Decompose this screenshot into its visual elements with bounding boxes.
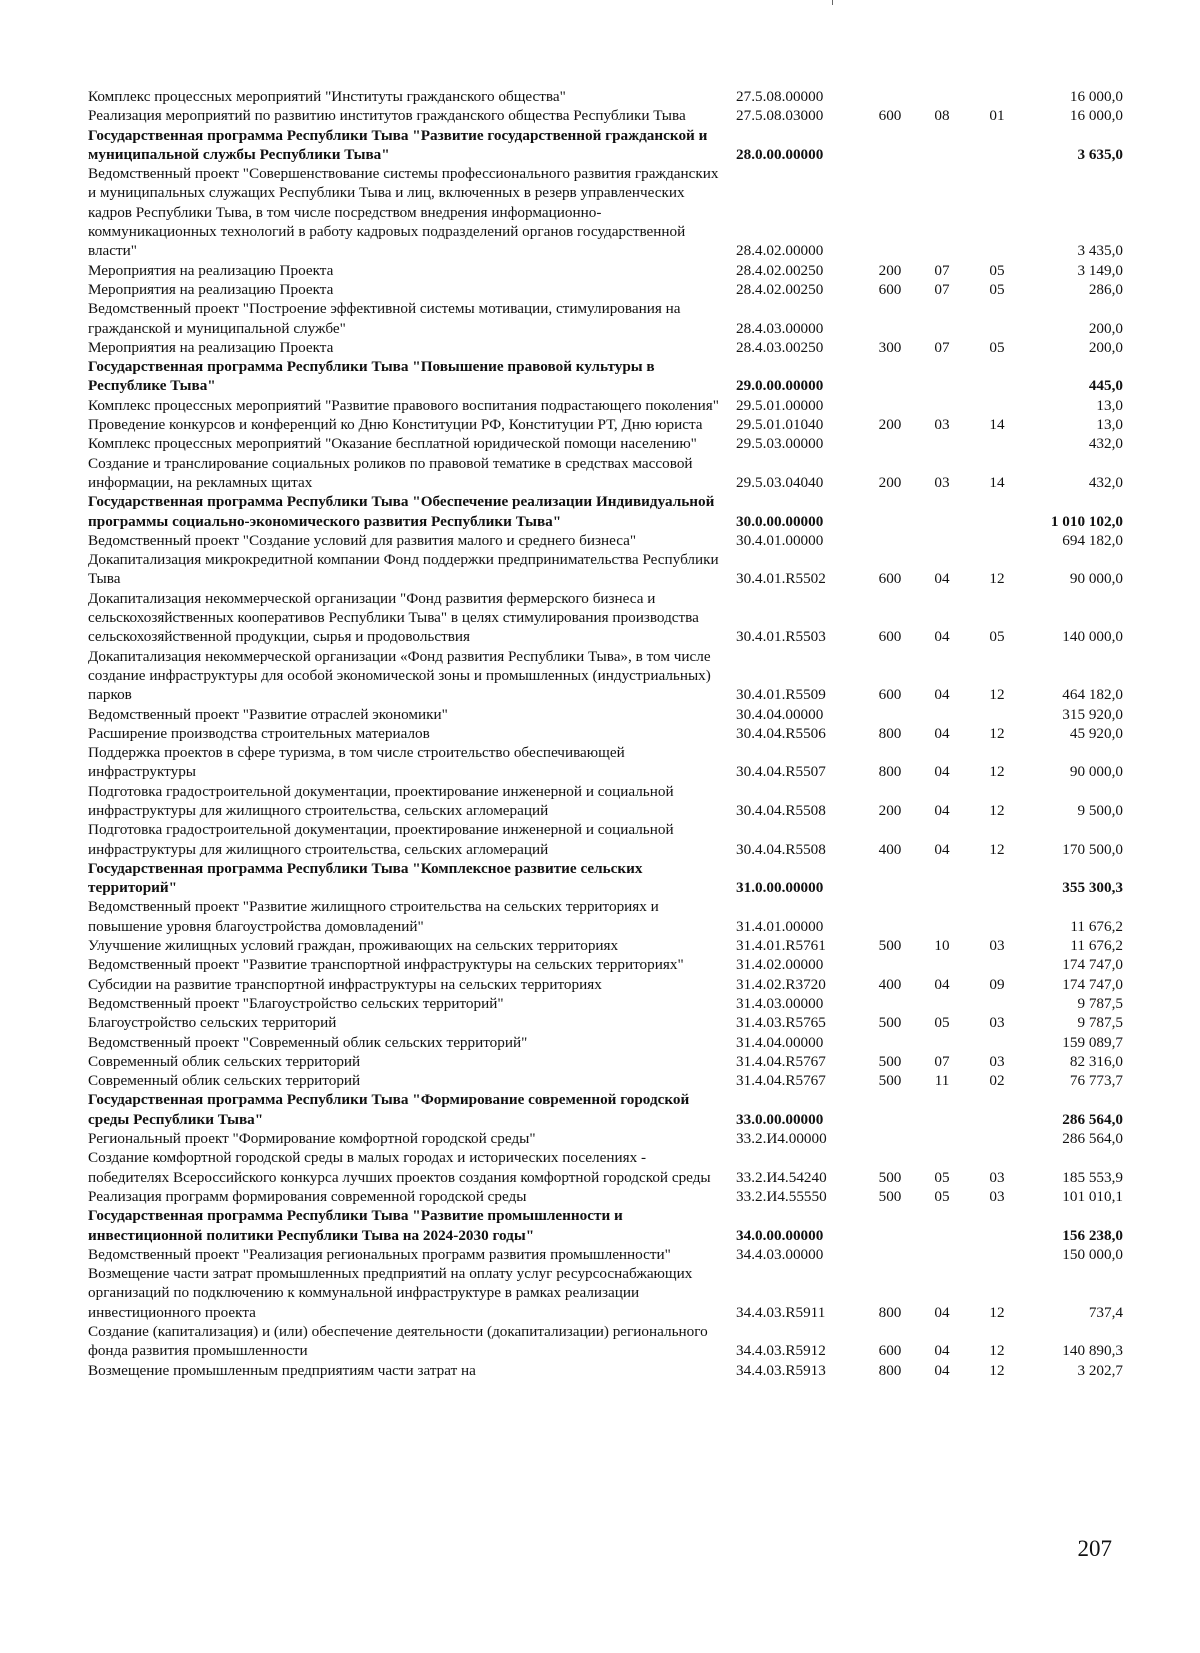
row-name: Государственная программа Республики Тыва "Развитие государственной гражданской и муниципальной службы Республики Тыва"	[88, 126, 708, 163]
row-name: Создание и транслирование социальных роликов по правовой тематике в средствах массовой информации, на рекламных щитах	[88, 454, 693, 491]
row-amount: 445,0	[1088, 377, 1123, 395]
row-code: 30.4.01.00000	[736, 531, 824, 549]
row-section	[916, 705, 968, 724]
row-expense-type: 200	[878, 473, 902, 491]
row-subsection: 12	[989, 1361, 1005, 1379]
row-section: 04	[934, 763, 950, 781]
row-section: 05	[934, 1168, 950, 1186]
row-section	[916, 126, 968, 165]
row-amount: 11 676,2	[1070, 917, 1123, 935]
table-row	[88, 164, 1123, 260]
table-row	[88, 434, 1123, 453]
row-amount: 174 747,0	[1062, 975, 1123, 993]
row-expense-type	[864, 492, 916, 531]
row-name: Мероприятия на реализацию Проекта	[88, 338, 334, 356]
row-code: 31.0.00.00000	[736, 879, 824, 897]
row-amount: 200,0	[1088, 338, 1123, 356]
row-name: Благоустройство сельских территорий	[88, 1014, 337, 1032]
row-name: Возмещение промышленным предприятиям части затрат на	[88, 1361, 476, 1379]
row-expense-type: 800	[878, 1303, 902, 1321]
row-section: 04	[934, 570, 950, 588]
row-code: 34.4.03.R5911	[736, 1303, 826, 1321]
row-name: Поддержка проектов в сфере туризма, в том числе строительство обеспечивающей инфраструктуры	[88, 744, 625, 781]
row-section	[916, 1033, 968, 1052]
row-code: 28.4.02.00250	[736, 280, 824, 298]
row-amount: 90 000,0	[1069, 763, 1123, 781]
row-name: Современный облик сельских территорий	[88, 1072, 361, 1090]
row-section	[916, 434, 968, 453]
row-code: 28.4.03.00000	[736, 319, 824, 337]
row-name: Подготовка градостроительной документации, проектирование инженерной и социальной инфраструктуры для жилищного строительства, сельских агломераций	[88, 782, 674, 819]
row-code: 31.4.03.00000	[736, 994, 824, 1012]
row-code: 31.4.04.R5767	[736, 1052, 826, 1070]
table-row	[88, 782, 1123, 821]
row-expense-type: 300	[878, 338, 902, 356]
row-code: 31.4.01.R5761	[736, 937, 826, 955]
row-name: Докапитализация некоммерческой организации «Фонд развития Республики Тыва», в том числе создание инфраструктуры для особой экономической зоны и промышленных (индустриальных) парков	[88, 647, 711, 704]
row-section: 11	[934, 1072, 950, 1090]
row-code: 27.5.08.03000	[736, 107, 824, 125]
row-amount: 286,0	[1088, 280, 1123, 298]
row-name: Субсидии на развитие транспортной инфраструктуры на сельских территориях	[88, 975, 602, 993]
row-code: 29.5.03.04040	[736, 473, 824, 491]
row-section: 08	[934, 107, 950, 125]
row-name: Подготовка градостроительной документации, проектирование инженерной и социальной инфраструктуры для жилищного строительства, сельских агломераций	[88, 821, 674, 858]
row-expense-type	[864, 1245, 916, 1264]
table-row	[88, 1206, 1123, 1245]
table-row	[88, 1245, 1123, 1264]
table-row	[88, 87, 1123, 106]
row-name: Ведомственный проект "Развитие транспортной инфраструктуры на сельских территориях"	[88, 956, 684, 974]
row-code: 28.0.00.00000	[736, 145, 824, 163]
row-subsection	[968, 994, 1026, 1013]
row-expense-type	[864, 994, 916, 1013]
row-expense-type: 800	[878, 1361, 902, 1379]
row-expense-type	[864, 897, 916, 936]
row-amount: 737,4	[1088, 1303, 1123, 1321]
table-row	[88, 415, 1123, 434]
table-row	[88, 820, 1123, 859]
row-name: Создание комфортной городской среды в малых городах и исторических поселениях - победителях Всероссийского конкурса лучших проектов создания комфортной городской среды	[88, 1149, 711, 1186]
row-amount: 286 564,0	[1062, 1130, 1123, 1148]
row-code: 30.4.04.R5508	[736, 840, 826, 858]
row-subsection	[968, 126, 1026, 165]
row-subsection	[968, 1245, 1026, 1264]
row-subsection	[968, 87, 1026, 106]
row-section: 10	[934, 937, 950, 955]
row-name: Докапитализация некоммерческой организации "Фонд развития фермерского бизнеса и сельскохозяйственных кооперативов Республики Тыва" в целях стимулирования производства сельскохозяйственной продукции, сырья и продовольствия	[88, 589, 699, 646]
row-code: 30.4.01.R5503	[736, 628, 826, 646]
row-code: 29.0.00.00000	[736, 377, 824, 395]
row-amount: 174 747,0	[1062, 956, 1123, 974]
row-name: Проведение конкурсов и конференций ко Дню Конституции РФ, Конституции РТ, Дню юриста	[88, 416, 703, 434]
row-section	[916, 1090, 968, 1129]
row-amount: 16 000,0	[1069, 88, 1123, 105]
row-expense-type	[864, 705, 916, 724]
row-expense-type: 600	[878, 1342, 902, 1360]
row-expense-type	[864, 396, 916, 415]
row-name: Ведомственный проект "Реализация региональных программ развития промышленности"	[88, 1245, 671, 1263]
row-section	[916, 531, 968, 550]
row-code: 28.4.02.00000	[736, 242, 824, 260]
row-amount: 9 787,5	[1077, 1014, 1123, 1032]
row-section: 04	[934, 686, 950, 704]
table-row	[88, 1090, 1123, 1129]
row-expense-type: 500	[878, 1168, 902, 1186]
row-name: Ведомственный проект "Построение эффективной системы мотивации, стимулирования на гражданской и муниципальной службе"	[88, 300, 681, 337]
table-row	[88, 1129, 1123, 1148]
row-code: 31.4.02.R3720	[736, 975, 826, 993]
row-name: Комплекс процессных мероприятий "Оказание бесплатной юридической помощи населению"	[88, 435, 697, 453]
budget-table	[88, 87, 1123, 1380]
row-code: 34.4.03.R5913	[736, 1361, 826, 1379]
row-expense-type	[864, 1090, 916, 1129]
row-amount: 1 010 102,0	[1050, 512, 1123, 530]
row-subsection: 01	[989, 107, 1005, 125]
table-row	[88, 454, 1123, 493]
table-row	[88, 975, 1123, 994]
row-amount: 9 787,5	[1077, 994, 1123, 1012]
row-expense-type: 500	[878, 1187, 902, 1205]
row-amount: 3 202,7	[1077, 1361, 1123, 1379]
row-subsection	[968, 897, 1026, 936]
table-row	[88, 492, 1123, 531]
row-code: 28.4.03.00250	[736, 338, 824, 356]
row-expense-type: 400	[878, 840, 902, 858]
row-code: 31.4.04.R5767	[736, 1072, 826, 1090]
table-row	[88, 589, 1123, 647]
row-name: Ведомственный проект "Совершенствование системы профессионального развития гражданских и муниципальных служащих Республики Тыва и лиц, включенных в резерв управленческих кадров Республики Тыва, в том числе посредством внедрения информационно-коммуникационных технологий в работу кадровых подразделений органов государственной власти"	[88, 165, 719, 260]
row-section	[916, 955, 968, 974]
row-amount: 315 920,0	[1062, 705, 1123, 723]
row-subsection: 03	[989, 1052, 1005, 1070]
row-code: 30.4.04.R5508	[736, 801, 826, 819]
row-amount: 694 182,0	[1062, 531, 1123, 549]
row-amount: 76 773,7	[1069, 1072, 1123, 1090]
row-amount: 45 920,0	[1069, 724, 1123, 742]
row-subsection: 09	[989, 975, 1005, 993]
row-subsection	[968, 859, 1026, 898]
row-name: Государственная программа Республики Тыва "Повышение правовой культуры в Республике Тыва"	[88, 358, 655, 395]
row-subsection: 12	[989, 763, 1005, 781]
row-section: 03	[934, 416, 950, 434]
row-name: Государственная программа Республики Тыва "Комплексное развитие сельских территорий"	[88, 859, 643, 897]
row-subsection	[968, 434, 1026, 453]
row-amount: 9 500,0	[1077, 801, 1123, 819]
row-name: Ведомственный проект "Развитие отраслей экономики"	[88, 705, 448, 723]
row-subsection: 12	[989, 686, 1005, 704]
row-code: 29.5.01.00000	[736, 396, 824, 414]
row-amount: 432,0	[1088, 473, 1123, 491]
row-subsection: 05	[989, 628, 1005, 646]
table-row	[88, 897, 1123, 936]
row-amount: 13,0	[1096, 416, 1123, 434]
row-subsection: 02	[989, 1072, 1005, 1090]
table-row	[88, 261, 1123, 280]
row-code: 31.4.02.00000	[736, 956, 824, 974]
row-section	[916, 164, 968, 260]
row-name: Ведомственный проект "Современный облик сельских территорий"	[88, 1033, 528, 1051]
table-row	[88, 1361, 1123, 1380]
row-expense-type	[864, 859, 916, 898]
row-expense-type: 400	[878, 975, 902, 993]
row-subsection	[968, 357, 1026, 396]
row-subsection	[968, 531, 1026, 550]
row-name: Докапитализация микрокредитной компании Фонд поддержки предпринимательства Республики Тыва	[88, 551, 719, 588]
row-subsection	[968, 492, 1026, 531]
row-name: Комплекс процессных мероприятий "Развитие правового воспитания подрастающего поколения"	[88, 396, 719, 414]
table-row	[88, 299, 1123, 338]
row-amount: 82 316,0	[1069, 1052, 1123, 1070]
row-expense-type	[864, 1206, 916, 1245]
table-row	[88, 1013, 1123, 1032]
row-name: Комплекс процессных мероприятий "Институты гражданского общества"	[88, 88, 566, 105]
row-section: 04	[934, 975, 950, 993]
table-row	[88, 280, 1123, 299]
table-row	[88, 1322, 1123, 1361]
table-row	[88, 396, 1123, 415]
row-amount: 286 564,0	[1062, 1110, 1123, 1128]
table-row	[88, 126, 1123, 165]
row-name: Улучшение жилищных условий граждан, проживающих на сельских территориях	[88, 937, 619, 955]
row-section: 05	[934, 1187, 950, 1205]
row-expense-type: 200	[878, 801, 902, 819]
table-row	[88, 1187, 1123, 1206]
row-expense-type: 600	[878, 280, 902, 298]
row-code: 30.4.04.00000	[736, 705, 824, 723]
row-amount: 13,0	[1096, 396, 1123, 414]
row-expense-type	[864, 434, 916, 453]
row-code: 31.4.03.R5765	[736, 1014, 826, 1032]
row-subsection: 12	[989, 840, 1005, 858]
row-amount: 185 553,9	[1062, 1168, 1123, 1186]
row-amount: 11 676,2	[1070, 937, 1123, 955]
row-amount: 355 300,3	[1062, 879, 1123, 897]
row-expense-type: 200	[878, 416, 902, 434]
row-code: 29.5.03.00000	[736, 435, 824, 453]
row-subsection: 03	[989, 1168, 1005, 1186]
row-subsection	[968, 1033, 1026, 1052]
row-expense-type: 500	[878, 937, 902, 955]
row-subsection	[968, 705, 1026, 724]
table-row	[88, 106, 1123, 125]
table-row	[88, 1264, 1123, 1322]
table-row	[88, 647, 1123, 705]
table-row	[88, 1148, 1123, 1187]
table-row	[88, 550, 1123, 589]
row-section: 04	[934, 628, 950, 646]
row-section	[916, 357, 968, 396]
row-subsection: 05	[989, 261, 1005, 279]
row-code: 33.0.00.00000	[736, 1110, 824, 1128]
row-subsection: 05	[989, 280, 1005, 298]
row-expense-type: 600	[878, 686, 902, 704]
row-code: 30.4.01.R5509	[736, 686, 826, 704]
row-expense-type: 600	[878, 628, 902, 646]
row-subsection: 03	[989, 937, 1005, 955]
row-section: 04	[934, 1342, 950, 1360]
row-name: Реализация программ формирования современной городской среды	[88, 1187, 527, 1205]
row-name: Возмещение части затрат промышленных предприятий на оплату услуг ресурсоснабжающих организаций по подключению к коммунальной инфраструктуре в рамках реализации инвестиционного проекта	[88, 1265, 693, 1321]
row-code: 34.4.03.R5912	[736, 1342, 826, 1360]
row-name: Региональный проект "Формирование комфортной городской среды"	[88, 1130, 536, 1148]
row-code: 33.2.И4.54240	[736, 1168, 827, 1186]
row-section: 04	[934, 840, 950, 858]
row-expense-type: 200	[878, 261, 902, 279]
row-name: Реализация мероприятий по развитию институтов гражданского общества Республики Тыва	[88, 107, 686, 125]
row-name: Мероприятия на реализацию Проекта	[88, 280, 334, 298]
row-subsection: 12	[989, 724, 1005, 742]
table-row	[88, 531, 1123, 550]
row-section: 05	[934, 1014, 950, 1032]
row-section	[916, 1245, 968, 1264]
row-code: 31.4.01.00000	[736, 917, 824, 935]
row-expense-type	[864, 299, 916, 338]
row-code: 31.4.04.00000	[736, 1033, 824, 1051]
row-subsection: 12	[989, 570, 1005, 588]
row-section: 07	[934, 1052, 950, 1070]
row-section	[916, 396, 968, 415]
row-name: Государственная программа Республики Тыва "Формирование современной городской среды Республики Тыва"	[88, 1091, 690, 1128]
row-section: 03	[934, 473, 950, 491]
row-expense-type	[864, 955, 916, 974]
table-row	[88, 936, 1123, 955]
row-amount: 170 500,0	[1062, 840, 1123, 858]
row-subsection: 12	[989, 1303, 1005, 1321]
table-row	[88, 705, 1123, 724]
table-row	[88, 859, 1123, 898]
row-subsection: 12	[989, 801, 1005, 819]
row-amount: 3 635,0	[1077, 145, 1123, 163]
row-expense-type	[864, 357, 916, 396]
row-subsection	[968, 299, 1026, 338]
table-row	[88, 1052, 1123, 1071]
table-row	[88, 994, 1123, 1013]
row-code: 30.4.04.R5506	[736, 724, 826, 742]
row-subsection	[968, 1090, 1026, 1129]
table-row	[88, 724, 1123, 743]
row-code: 27.5.08.00000	[736, 88, 824, 105]
row-amount: 150 000,0	[1062, 1245, 1123, 1263]
row-section: 07	[934, 261, 950, 279]
row-expense-type	[864, 126, 916, 165]
row-amount: 432,0	[1088, 435, 1123, 453]
table-row	[88, 1033, 1123, 1052]
row-code: 34.0.00.00000	[736, 1226, 824, 1244]
table-body	[88, 87, 1123, 1380]
row-section	[916, 299, 968, 338]
row-subsection	[968, 1206, 1026, 1245]
row-section: 04	[934, 1361, 950, 1379]
row-expense-type	[864, 531, 916, 550]
row-name: Мероприятия на реализацию Проекта	[88, 261, 334, 279]
row-code: 30.4.01.R5502	[736, 570, 826, 588]
row-subsection	[968, 1129, 1026, 1148]
scan-mark	[832, 0, 833, 5]
row-name: Современный облик сельских территорий	[88, 1052, 361, 1070]
row-expense-type: 600	[878, 570, 902, 588]
row-subsection: 14	[989, 473, 1005, 491]
row-section: 07	[934, 280, 950, 298]
row-section: 04	[934, 1303, 950, 1321]
row-subsection	[968, 396, 1026, 415]
row-expense-type	[864, 1129, 916, 1148]
row-name: Ведомственный проект "Создание условий для развития малого и среднего бизнеса"	[88, 531, 637, 549]
row-code: 30.0.00.00000	[736, 512, 824, 530]
row-amount: 140 000,0	[1062, 628, 1123, 646]
row-expense-type: 500	[878, 1072, 902, 1090]
row-amount: 140 890,3	[1062, 1342, 1123, 1360]
row-code: 29.5.01.01040	[736, 416, 824, 434]
row-section	[916, 87, 968, 106]
row-section	[916, 1206, 968, 1245]
row-amount: 464 182,0	[1062, 686, 1123, 704]
row-subsection: 03	[989, 1014, 1005, 1032]
row-amount: 159 089,7	[1062, 1033, 1123, 1051]
row-expense-type: 500	[878, 1014, 902, 1032]
row-section	[916, 1129, 968, 1148]
table-row	[88, 357, 1123, 396]
row-section: 07	[934, 338, 950, 356]
row-section: 04	[934, 724, 950, 742]
row-expense-type: 500	[878, 1052, 902, 1070]
row-expense-type	[864, 164, 916, 260]
row-amount: 3 435,0	[1077, 242, 1123, 260]
row-section: 04	[934, 801, 950, 819]
row-expense-type	[864, 87, 916, 106]
row-expense-type: 600	[878, 107, 902, 125]
row-expense-type: 800	[878, 724, 902, 742]
row-section	[916, 492, 968, 531]
row-amount: 90 000,0	[1069, 570, 1123, 588]
row-section	[916, 994, 968, 1013]
row-name: Государственная программа Республики Тыва "Обеспечение реализации Индивидуальной программы социально-экономического развития Республики Тыва"	[88, 493, 715, 530]
row-name: Ведомственный проект "Благоустройство сельских территорий"	[88, 994, 504, 1012]
table-row	[88, 1071, 1123, 1090]
row-subsection: 12	[989, 1342, 1005, 1360]
row-name: Расширение производства строительных материалов	[88, 724, 430, 742]
row-subsection	[968, 955, 1026, 974]
row-section	[916, 897, 968, 936]
row-code: 30.4.04.R5507	[736, 763, 826, 781]
row-name: Создание (капитализация) и (или) обеспечение деятельности (докапитализации) регионального фонда развития промышленности	[88, 1323, 708, 1360]
table-row	[88, 743, 1123, 782]
row-section	[916, 859, 968, 898]
row-code: 33.2.И4.00000	[736, 1130, 827, 1148]
table-row	[88, 955, 1123, 974]
row-amount: 156 238,0	[1062, 1226, 1123, 1244]
row-subsection: 03	[989, 1187, 1005, 1205]
row-amount: 200,0	[1088, 319, 1123, 337]
row-code: 28.4.02.00250	[736, 261, 824, 279]
table-row	[88, 338, 1123, 357]
row-amount: 3 149,0	[1077, 261, 1123, 279]
row-name: Ведомственный проект "Развитие жилищного строительства на сельских территориях и повышение уровня благоустройства домовладений"	[88, 898, 659, 935]
row-name: Государственная программа Республики Тыва "Развитие промышленности и инвестиционной политики Республики Тыва на 2024-2030 годы"	[88, 1207, 623, 1244]
row-subsection: 05	[989, 338, 1005, 356]
row-code: 33.2.И4.55550	[736, 1187, 827, 1205]
row-subsection	[968, 164, 1026, 260]
row-expense-type	[864, 1033, 916, 1052]
row-amount: 101 010,1	[1062, 1187, 1123, 1205]
row-code: 34.4.03.00000	[736, 1245, 824, 1263]
page-number: 207	[1077, 1536, 1112, 1561]
row-expense-type: 800	[878, 763, 902, 781]
row-amount: 16 000,0	[1069, 107, 1123, 125]
row-subsection: 14	[989, 416, 1005, 434]
